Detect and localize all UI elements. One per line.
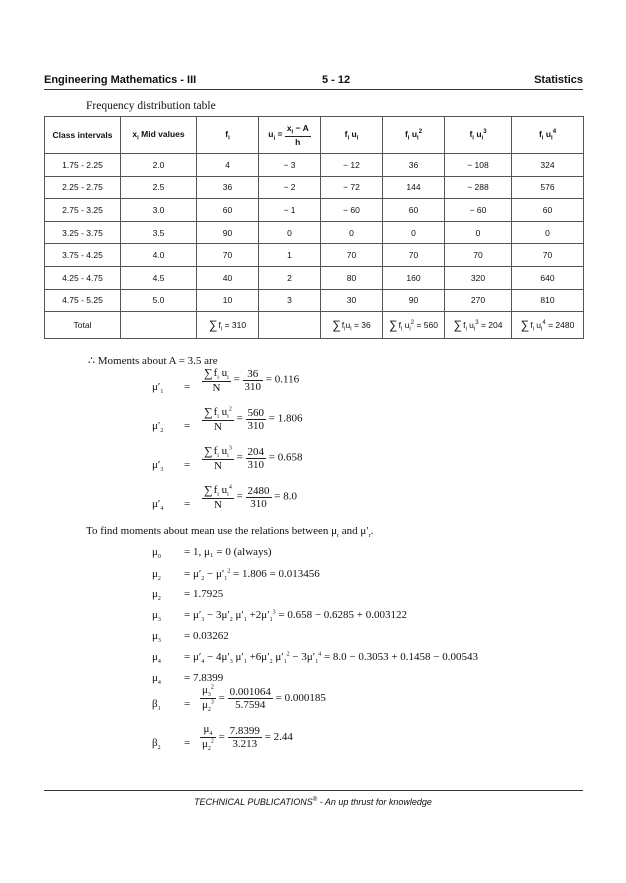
page-number: 5 - 12 [322,74,351,86]
line-1-text: = 1, μ₁ = 0 (always) [184,546,272,558]
relations-intro: To find moments about mean use the relations between $\mu_r$ and $\mu'_r$. [86,525,374,540]
line-4-text: = 0.658 − 0.6285 + 0.003122 [278,609,407,621]
th-fiui2: $f_i$ $u_i^2$ [383,117,445,154]
table-cell: 70 [445,244,512,267]
th-fiui: $f_i$ $u_i$ [321,117,383,154]
b1-result: = 0.000185 [275,692,326,705]
table-cell: 3.0 [121,199,197,222]
table-cell: 3.5 [121,221,197,244]
table-cell: 5.0 [121,289,197,312]
table-cell: 30 [321,289,383,312]
table-cell: 1.75 - 2.25 [45,154,121,177]
line-3-text: = 1.7925 [184,588,224,600]
table-cell: 640 [512,266,584,289]
m4-den: 310 [250,497,267,510]
table-cell: 0 [445,221,512,244]
m2-den: 310 [247,419,265,432]
relations-text: To find moments about mean use the relations between [86,525,329,537]
header-rule [44,89,583,90]
book-title: Engineering Mathematics - III [44,74,197,86]
table-total-row [45,312,584,339]
m4-num: 2480 [247,484,270,497]
table-cell: 2.75 - 3.25 [45,199,121,222]
table-cell: 144 [383,176,445,199]
total-fu-value: = 36 [353,319,371,330]
table-cell: − 72 [321,176,383,199]
page-footer [0,797,626,807]
m2-result: = 1.806 [268,412,303,425]
table-cell: 3.75 - 4.25 [45,244,121,267]
table-cell: 2.0 [121,154,197,177]
table-cell: 36 [197,176,259,199]
total-label: Total [45,312,121,339]
th-ui: $u_i$ = $\frac{x_i - A}{h}$ [259,117,321,154]
total-empty-cell [259,312,321,339]
table-cell: − 3 [259,154,321,177]
footer-registered-mark: ® [312,797,318,803]
line-2-text: = 1.806 = 0.013456 [233,568,320,580]
table-cell: 320 [445,266,512,289]
b2-result: = 2.44 [264,731,293,744]
table-cell: 10 [197,289,259,312]
total-fu4-value: = 2480 [548,319,575,330]
table-row [45,221,584,244]
table-cell: 0 [321,221,383,244]
table-cell: 90 [197,221,259,244]
table-cell: 4 [197,154,259,177]
table-cell: − 2 [259,176,321,199]
m1-result: = 0.116 [265,373,300,386]
total-fu2: $\sum f_i$ $u_i^2 = 560$ [383,312,445,339]
table-cell: 160 [383,266,445,289]
m2-num: 560 [247,406,265,419]
frequency-table [44,116,584,339]
th-fiui3: $f_i$ $u_i^3$ [445,117,512,154]
m4-result: = 8.0 [274,490,298,503]
table-cell: − 1 [259,199,321,222]
chapter-title: Statistics [534,74,583,86]
th-fiui4: $f_i$ $u_i^4$ [512,117,584,154]
table-cell: 576 [512,176,584,199]
line-7-text: = 7.8399 [184,672,224,684]
table-cell: 2 [259,266,321,289]
b2-num: 7.8399 [229,725,260,738]
table-cell: − 288 [445,176,512,199]
table-cell: 3.25 - 3.75 [45,221,121,244]
table-row [45,154,584,177]
table-row [45,176,584,199]
b1-den: 5.7594 [235,699,266,712]
table-cell: − 12 [321,154,383,177]
table-cell: 60 [383,199,445,222]
th-mid-values: $x_i$ Mid values [121,117,197,154]
table-caption: Frequency distribution table [86,100,216,112]
table-cell: 70 [512,244,584,267]
total-fu: $\sum f_iu_i = 36$ [321,312,383,339]
m3-den: 310 [247,458,265,471]
m1-num: 36 [243,368,264,381]
line-6-text: = 8.0 − 0.3053 + 0.1458 − 0.00543 [323,651,479,663]
table-cell: 90 [383,289,445,312]
b1-num: 0.001064 [229,686,271,699]
table-row [45,199,584,222]
footer-publisher: TECHNICAL PUBLICATIONS [194,797,313,807]
footer-tagline: - An up thrust for knowledge [317,797,432,807]
footer-rule [44,790,583,791]
total-fu3-value: = 204 [480,319,503,330]
total-f: $\sum f_i = 310$ [197,312,259,339]
table-cell: − 60 [445,199,512,222]
total-f-value: = 310 [224,319,247,330]
table-cell: 36 [383,154,445,177]
table-cell: 0 [259,221,321,244]
moments-intro: ∴ Moments about A = 3.5 are [88,355,218,367]
table-cell: 80 [321,266,383,289]
table-cell: 270 [445,289,512,312]
table-cell: 40 [197,266,259,289]
table-cell: 4.5 [121,266,197,289]
table-cell: 2.25 - 2.75 [45,176,121,199]
table-row [45,244,584,267]
table-cell: 4.25 - 4.75 [45,266,121,289]
m3-num: 204 [247,445,265,458]
total-empty-cell [121,312,197,339]
table-cell: − 60 [321,199,383,222]
total-fu2-value: = 560 [416,319,438,330]
b2-den: 3.213 [232,738,258,751]
table-cell: 1 [259,244,321,267]
table-cell: 2.5 [121,176,197,199]
table-row [45,266,584,289]
table-cell: 3 [259,289,321,312]
table-header-row [45,117,584,154]
table-cell: 60 [512,199,584,222]
table-cell: 810 [512,289,584,312]
total-fu4: $\sum f_i$ $u_i^4 = 2480$ [512,312,584,339]
table-cell: 70 [321,244,383,267]
table-cell: 70 [383,244,445,267]
table-cell: 70 [197,244,259,267]
table-row [45,289,584,312]
page-header [44,74,583,88]
moments-intro-text: Moments about A = 3.5 are [97,355,218,367]
m1-den: 310 [244,380,262,393]
th-class-intervals: Class intervals [45,117,121,154]
th-mid-values-label: Mid values [141,128,185,139]
table-cell: 60 [197,199,259,222]
m3-result: = 0.658 [268,451,303,464]
table-cell: 4.75 - 5.25 [45,289,121,312]
table-cell: 324 [512,154,584,177]
line-5-text: = 0.03262 [184,630,229,642]
table-cell: − 108 [445,154,512,177]
th-fi: $f_i$ [197,117,259,154]
table-body [45,154,584,312]
table-cell: 0 [512,221,584,244]
table-cell: 4.0 [121,244,197,267]
total-fu3: $\sum f_i$ $u_i^3 = 204$ [445,312,512,339]
table-cell: 0 [383,221,445,244]
